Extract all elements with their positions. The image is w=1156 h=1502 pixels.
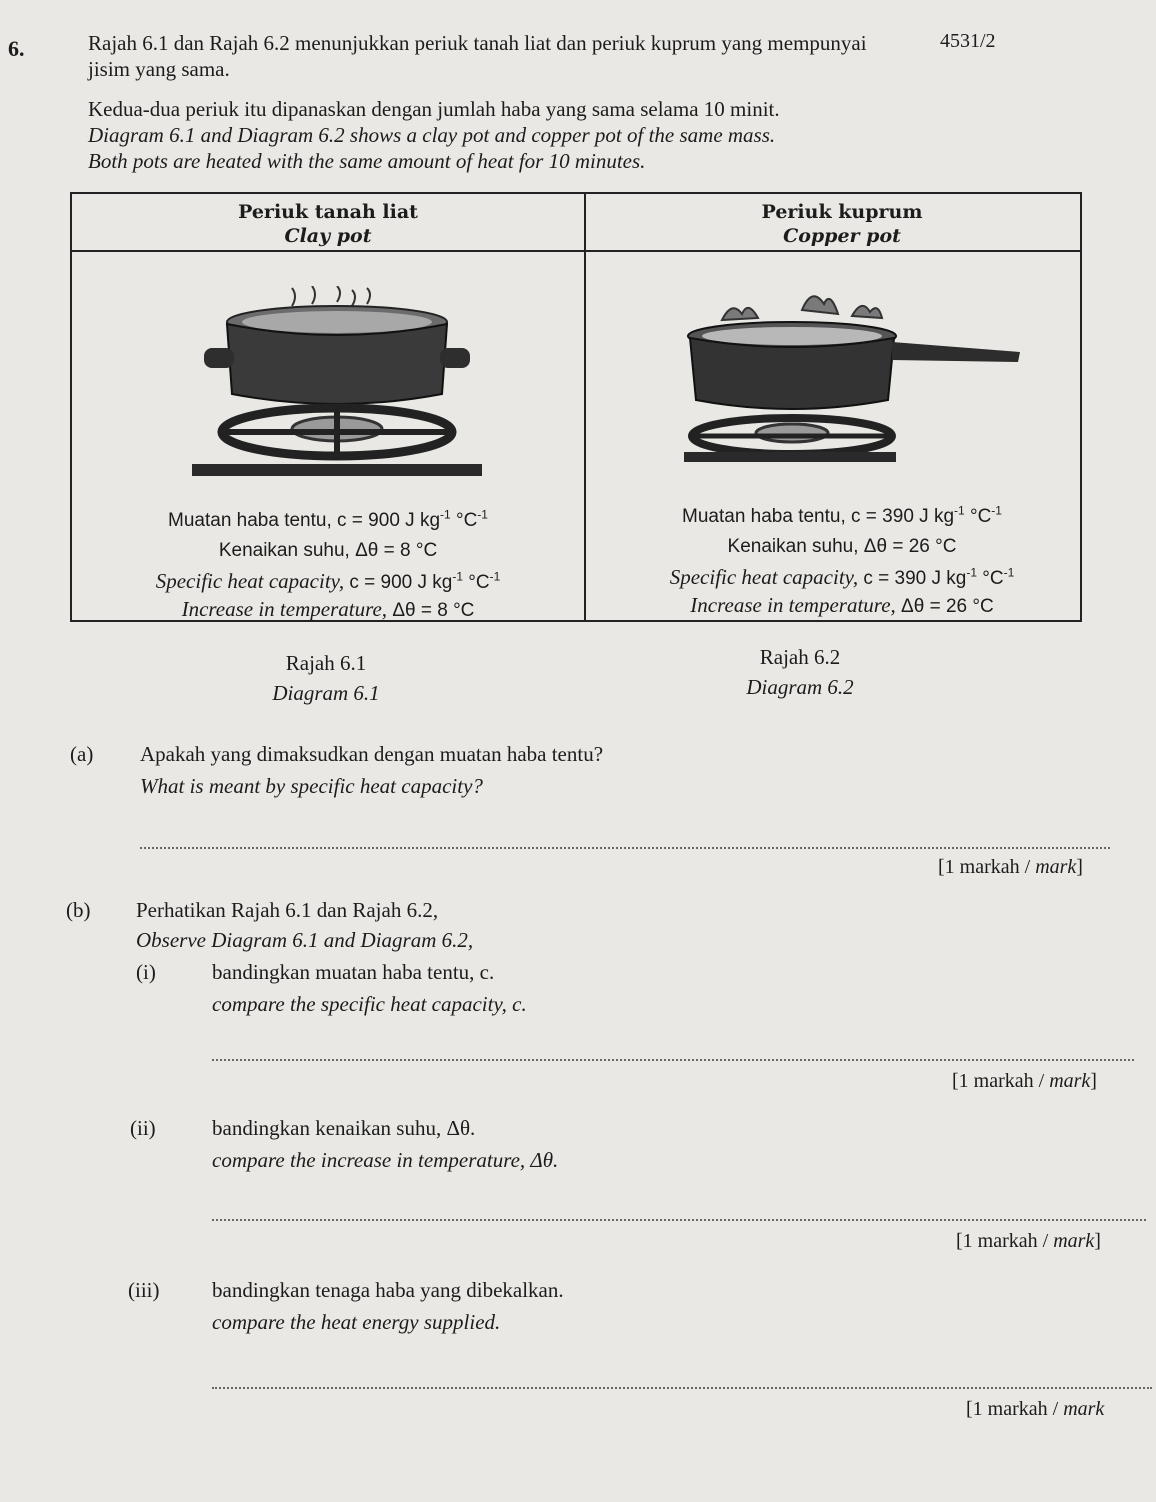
- clay-pot-shc-en-label: Specific heat capacity,: [155, 569, 345, 593]
- mark-end: ]: [1094, 1230, 1101, 1252]
- part-a-ms: Apakah yang dimaksudkan dengan muatan haba tentu?: [140, 742, 604, 766]
- clay-pot-shc-en-value: c = 900 J kg: [349, 572, 453, 593]
- mark-end: ]: [1090, 1070, 1097, 1092]
- stem-ms-line2: jisim yang sama.: [88, 57, 230, 81]
- clay-pot-header: [72, 200, 584, 248]
- part-b-iii-en: compare the heat energy supplied.: [212, 1310, 501, 1334]
- kg-exponent: -1: [966, 565, 977, 580]
- stem-en-line1: Diagram 6.1 and Diagram 6.2 shows a clay pot and copper pot of the same mass.: [88, 123, 776, 147]
- copper-pot-shc-en-label: Specific heat capacity,: [669, 565, 859, 589]
- kg-exponent: -1: [452, 569, 463, 584]
- part-b-en: Observe Diagram 6.1 and Diagram 6.2,: [136, 928, 474, 952]
- diagram-6-1-caption: [196, 648, 456, 708]
- part-b-iii-answer-line[interactable]: [212, 1386, 1152, 1389]
- diagram-6-2-caption: [670, 642, 930, 702]
- part-b-ii-answer-line[interactable]: [212, 1218, 1146, 1221]
- part-a-label: (a): [70, 742, 94, 766]
- diagram-table: [70, 192, 1082, 622]
- table-divider-horizontal: [72, 250, 1080, 252]
- copper-pot-header-ms: Periuk kuprum: [761, 201, 923, 223]
- copper-pot-header: [586, 200, 1098, 248]
- mark-en: mark: [1053, 1230, 1095, 1252]
- part-b-ms: Perhatikan Rajah 6.1 dan Rajah 6.2,: [136, 898, 439, 922]
- mark-ms: [1 markah /: [952, 1070, 1050, 1092]
- copper-pot-shc-en-value: c = 390 J kg: [863, 568, 967, 589]
- copper-pot-shc-ms: [586, 502, 1098, 532]
- part-a-mark: [938, 856, 1083, 879]
- degree-unit: °C: [468, 572, 490, 593]
- clay-pot-temp-en-label: Increase in temperature,: [181, 597, 388, 621]
- part-b-iii-mark: [966, 1398, 1104, 1421]
- part-b-i-ms: bandingkan muatan haba tentu, c.: [212, 960, 495, 984]
- part-b-iii-ms: bandingkan tenaga haba yang dibekalkan.: [212, 1278, 564, 1302]
- copper-pot-temp-ms: Kenaikan suhu, Δθ = 26 °C: [727, 536, 957, 557]
- clay-pot-temp-ms: Kenaikan suhu, Δθ = 8 °C: [218, 540, 438, 561]
- copper-pot-header-en: Copper pot: [783, 225, 901, 247]
- diagram-6-1-caption-en: Diagram 6.1: [272, 681, 380, 705]
- copper-pot-illustration: [682, 280, 1042, 480]
- degree-unit: °C: [982, 568, 1004, 589]
- part-b-ii-mark: [956, 1230, 1101, 1253]
- clay-pot-header-ms: Periuk tanah liat: [238, 201, 418, 223]
- c-exponent: -1: [991, 503, 1002, 518]
- part-b-i-en: compare the specific heat capacity, c.: [212, 992, 527, 1016]
- clay-pot-shc-ms-text: Muatan haba tentu, c = 900 J kg: [168, 510, 441, 531]
- part-a-en: What is meant by specific heat capacity?: [140, 774, 483, 798]
- kg-exponent: -1: [440, 507, 451, 522]
- c-exponent: -1: [489, 569, 501, 584]
- question-number: 6.: [8, 36, 25, 61]
- mark-ms: [1 markah /: [956, 1230, 1054, 1252]
- part-b-ii-label: (ii): [130, 1116, 156, 1140]
- copper-pot-temp-en-value: Δθ = 26 °C: [901, 596, 994, 617]
- mark-ms: [1 markah /: [966, 1398, 1064, 1420]
- clay-pot-temp-en-value: Δθ = 8 °C: [392, 600, 475, 621]
- diagram-6-2-caption-ms: Rajah 6.2: [759, 645, 841, 669]
- part-b-i-label: (i): [136, 960, 156, 984]
- clay-pot-header-en: Clay pot: [284, 225, 372, 247]
- diagram-6-2-caption-en: Diagram 6.2: [746, 675, 854, 699]
- stem-ms-line3: Kedua-dua periuk itu dipanaskan dengan jumlah haba yang sama selama 10 minit.: [88, 97, 780, 121]
- part-b-ii-en: compare the increase in temperature, Δθ.: [212, 1148, 559, 1172]
- part-a-answer-line[interactable]: [140, 846, 1110, 849]
- c-exponent: -1: [1003, 565, 1015, 580]
- copper-pot-temp-en-label: Increase in temperature,: [690, 593, 896, 617]
- mark-en: mark: [1035, 856, 1077, 878]
- c-exponent: -1: [477, 507, 488, 522]
- stem-en-line2: Both pots are heated with the same amount of heat for 10 minutes.: [88, 149, 646, 173]
- part-b-label: (b): [66, 898, 91, 922]
- part-b-iii-label: (iii): [128, 1278, 160, 1302]
- stem-ms-line1: Rajah 6.1 dan Rajah 6.2 menunjukkan periuk tanah liat dan periuk kuprum yang mempunyai: [88, 31, 867, 55]
- part-b-i-answer-line[interactable]: [212, 1058, 1134, 1061]
- mark-ms: [1 markah /: [938, 856, 1036, 878]
- diagram-6-1-caption-ms: Rajah 6.1: [285, 651, 367, 675]
- clay-pot-illustration: [192, 286, 512, 496]
- mark-en: mark: [1049, 1070, 1091, 1092]
- part-b-ii-ms: bandingkan kenaikan suhu, Δθ.: [212, 1116, 476, 1140]
- degree-unit: °C: [969, 506, 992, 527]
- mark-end: ]: [1076, 856, 1083, 878]
- mark-en: mark: [1063, 1398, 1105, 1420]
- copper-pot-shc-ms-text: Muatan haba tentu, c = 390 J kg: [682, 506, 955, 527]
- part-b-i-mark: [952, 1070, 1097, 1093]
- kg-exponent: -1: [954, 503, 965, 518]
- clay-pot-shc-ms: [72, 506, 584, 536]
- clay-pot-temp-en: [72, 594, 584, 626]
- degree-unit: °C: [455, 510, 478, 531]
- paper-code: 4531/2: [940, 30, 996, 52]
- copper-pot-temp-en: [586, 590, 1098, 622]
